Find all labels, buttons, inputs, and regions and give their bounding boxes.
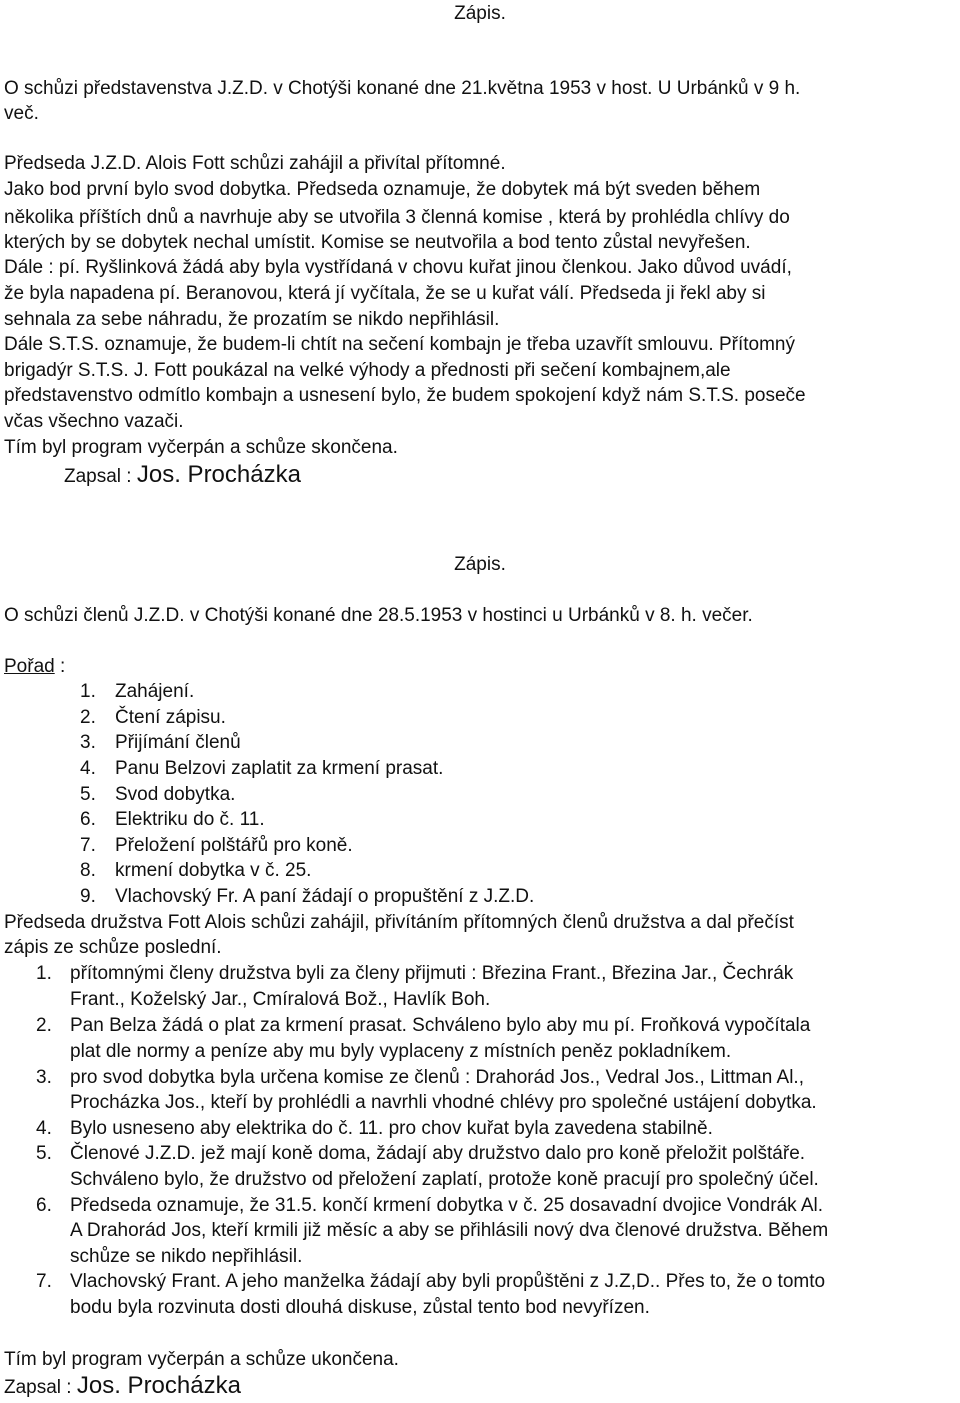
item-line: Pan Belza žádá o plat za krmení prasat. Schváleno bylo aby mu pí. Froňková vypočítala [70, 1015, 811, 1036]
agenda-item: 4. Panu Belzovi zaplatit za krmení prasat. [80, 758, 444, 779]
agenda-item: 2. Čtení zápisu. [80, 707, 226, 728]
section2-intro: O schůzi členů J.Z.D. v Chotýši konané dne 28.5.1953 v hostinci u Urbánků v 8. h. večer. [4, 605, 753, 626]
item-number: 6. [36, 1195, 52, 1216]
item-number: 3. [36, 1067, 52, 1088]
section1-line: představenstvo odmítlo kombajn a usnesení bylo, že budem spokojení když nám S.T.S. poseče [4, 385, 806, 406]
agenda-item: 9. Vlachovský Fr. A paní žádají o propuštění z J.Z.D. [80, 886, 535, 907]
section1-line: sehnala za sebe náhradu, že prozatím se nikdo nepřihlásil. [4, 309, 500, 330]
agenda-item: 3. Přijímání členů [80, 732, 241, 753]
item-number: 2. [36, 1015, 52, 1036]
agenda-item: 1. Zahájení. [80, 681, 195, 702]
item-line: Frant., Koželský Jar., Cmíralová Bož., Havlík Boh. [70, 989, 491, 1010]
section1-line: Dále S.T.S. oznamuje, že budem-li chtít na sečení kombajn je třeba uzavřít smlouvu. Přítomný [4, 334, 795, 355]
signature-name: Jos. Procházka [76, 1372, 241, 1399]
item-number: 7. [36, 1271, 52, 1292]
section1-line: več. [4, 103, 39, 124]
section2-signature [4, 1374, 241, 1400]
closing-line: Tím byl program vyčerpán a schůze ukončena. [4, 1349, 399, 1370]
section2-title: Zápis. [454, 554, 506, 575]
section1-line: Jako bod první bylo svod dobytka. Předseda oznamuje, že dobytek má být sveden během [4, 179, 761, 200]
item-line: Vlachovský Frant. A jeho manželka žádají aby byli propůštěni z J.Z,D.. Přes to, že o tomto [70, 1271, 826, 1292]
signature-label: Zapsal : [64, 466, 132, 487]
section1-line: že byla napadena pí. Beranovou, která jí vyčítala, že se u kuřat válí. Předseda ji řekl aby si [4, 283, 766, 304]
section1-signature [64, 463, 301, 489]
section1-line: kterých by se dobytek nechal umístit. Komise se neutvořila a bod tento zůstal nevyřešen. [4, 232, 751, 253]
section1-title: Zápis. [454, 3, 506, 24]
signature-label: Zapsal : [4, 1377, 72, 1398]
item-line: Schváleno bylo, že družstvo od přeložení zaplatí, protože koně pracují pro společný účel. [70, 1169, 819, 1190]
section1-line: Předseda J.Z.D. Alois Fott schůzi zahájil a přivítal přítomné. [4, 153, 506, 174]
agenda-colon: : [54, 656, 66, 677]
item-line: Členové J.Z.D. jež mají koně doma, žádají aby družstvo dalo pro koně přeložit polštáře. [70, 1143, 806, 1164]
agenda-heading [4, 655, 65, 679]
section1-line: několika příštích dnů a navrhuje aby se utvořila 3 členná komise , která by prohlédla chlívy do [4, 207, 790, 228]
agenda-item: 7. Přeložení polštářů pro koně. [80, 835, 353, 856]
section1-line: Dále : pí. Ryšlinková žádá aby byla vystřídaná v chovu kuřat jinou členkou. Jako důvod uvádí, [4, 257, 792, 278]
section1-line: brigadýr S.T.S. J. Fott poukázal na velké výhody a přednosti při sečení kombajnem,ale [4, 360, 731, 381]
signature-name: Jos. Procházka [136, 461, 301, 488]
agenda-item: 8. krmení dobytka v č. 25. [80, 860, 312, 881]
item-number: 5. [36, 1143, 52, 1164]
item-line: přítomnými členy družstva byli za členy přijmuti : Březina Frant., Březina Jar., Čechrák [70, 963, 794, 984]
item-line: Bylo usneseno aby elektrika do č. 11. pro chov kuřat byla zavedena stabilně. [70, 1118, 713, 1139]
item-number: 1. [36, 963, 52, 984]
item-number: 4. [36, 1118, 52, 1139]
item-line: pro svod dobytka byla určena komise ze členů : Drahorád Jos., Vedral Jos., Littman Al., [70, 1067, 804, 1088]
item-line: Procházka Jos., kteří by prohlédli a navrhli vhodné chlévy pro společné ustájení dobytka. [70, 1092, 817, 1113]
agenda-item: 6. Elektriku do č. 11. [80, 809, 265, 830]
section1-line: Tím byl program vyčerpán a schůze skončena. [4, 437, 398, 458]
opening-line: Předseda družstva Fott Alois schůzi zahájil, přivítáním přítomných členů družstva a dal přečíst [4, 912, 794, 933]
item-line: A Drahorád Jos, kteří krmili již měsíc a aby se přihlásili nový dva členové družstva. Během [70, 1220, 829, 1241]
opening-line: zápis ze schůze poslední. [4, 937, 222, 958]
section1-line: včas všechno vazači. [4, 411, 184, 432]
agenda-label: Pořad [4, 656, 55, 677]
item-line: schůze se nikdo nepřihlásil. [70, 1246, 303, 1267]
item-line: Předseda oznamuje, že 31.5. končí krmení dobytka v č. 25 dosavadní dvojice Vondrák Al. [70, 1195, 824, 1216]
item-line: bodu byla rozvinuta dosti dlouhá diskuse, zůstal tento bod nevyřízen. [70, 1297, 650, 1318]
section1-line: O schůzi představenstva J.Z.D. v Chotýši konané dne 21.května 1953 v host. U Urbánků v 9 h. [4, 78, 801, 99]
item-line: plat dle normy a peníze aby mu byly vyplaceny z místních peněz pokladníkem. [70, 1041, 732, 1062]
agenda-item: 5. Svod dobytka. [80, 784, 236, 805]
